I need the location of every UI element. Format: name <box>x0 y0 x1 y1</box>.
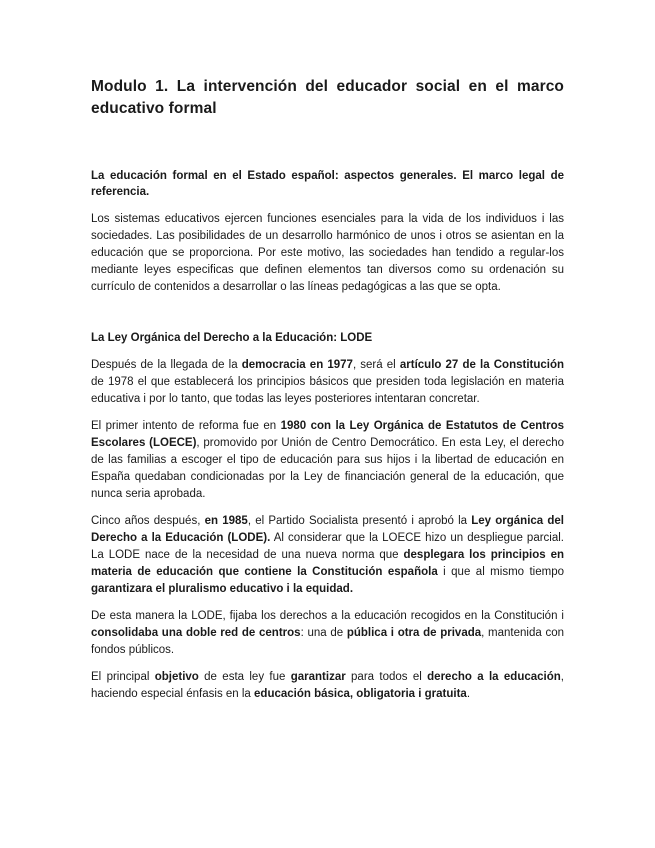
paragraph-educational-systems: Los sistemas educativos ejercen funciones esenciales para la vida de los individuos i las sociedades. Las posibilidades de un desarrollo harmónico de unos i otros se asientan en la educación que se proporciona. Por este motivo, las sociedades han tendido a regular-los mediante leyes especificas que definen elementos tan diversos como su ordenación su currículo de contenidos a desarrollar o las líneas pedagógicas a las que se opta. <box>91 213 564 293</box>
paragraph-double-network: De esta manera la LODE, fijaba los derechos a la educación recogidos en la Constitución i consolidaba una doble red de centros: una de pública i otra de privada, mantenida con fondos públicos. <box>91 610 564 656</box>
paragraph-constitution-1978: Después de la llegada de la democracia en 1977, será el artículo 27 de la Constitución de 1978 el que establecerá los principios básicos que presiden toda legislación en materia educativa i por lo tanto, que todas las leyes posteriores intentaran concretar. <box>91 359 565 405</box>
paragraph-main-objective: El principal objetivo de esta ley fue garantizar para todos el derecho a la educación, haciendo especial énfasis en la educación básica, obligatoria i gratuita. <box>91 671 564 700</box>
page-title: Modulo 1. La intervención del educador social en el marco educativo formal <box>91 78 564 117</box>
section-heading-formal-education: La educación formal en el Estado español: aspectos generales. El marco legal de referencia. <box>91 170 564 198</box>
document-page <box>91 76 564 703</box>
paragraph-lode-1985: Cinco años después, en 1985, el Partido Socialista presentó i aprobó la Ley orgánica del Derecho a la Educación (LODE). Al considerar que la LOECE hizo un despliegue parcial. La LODE nace de la necesidad de una nueva norma que desplegara los principios en materia de educación que contiene la Constitución española i que al mismo tiempo garantizara el pluralismo educativo i la equidad. <box>91 515 564 595</box>
paragraph-loece-1980: El primer intento de reforma fue en 1980 con la Ley Orgánica de Estatutos de Centros Escolares (LOECE), promovido por Unión de Centro Democrático. En esta Ley, el derecho de las familias a escoger el tipo de educación para sus hijos i la libertad de educación en España quedaban condicionadas por la Ley de financiación general de la educación, que nunca seria aprobada. <box>91 420 564 500</box>
section-heading-lode: La Ley Orgánica del Derecho a la Educación: LODE <box>91 332 373 344</box>
